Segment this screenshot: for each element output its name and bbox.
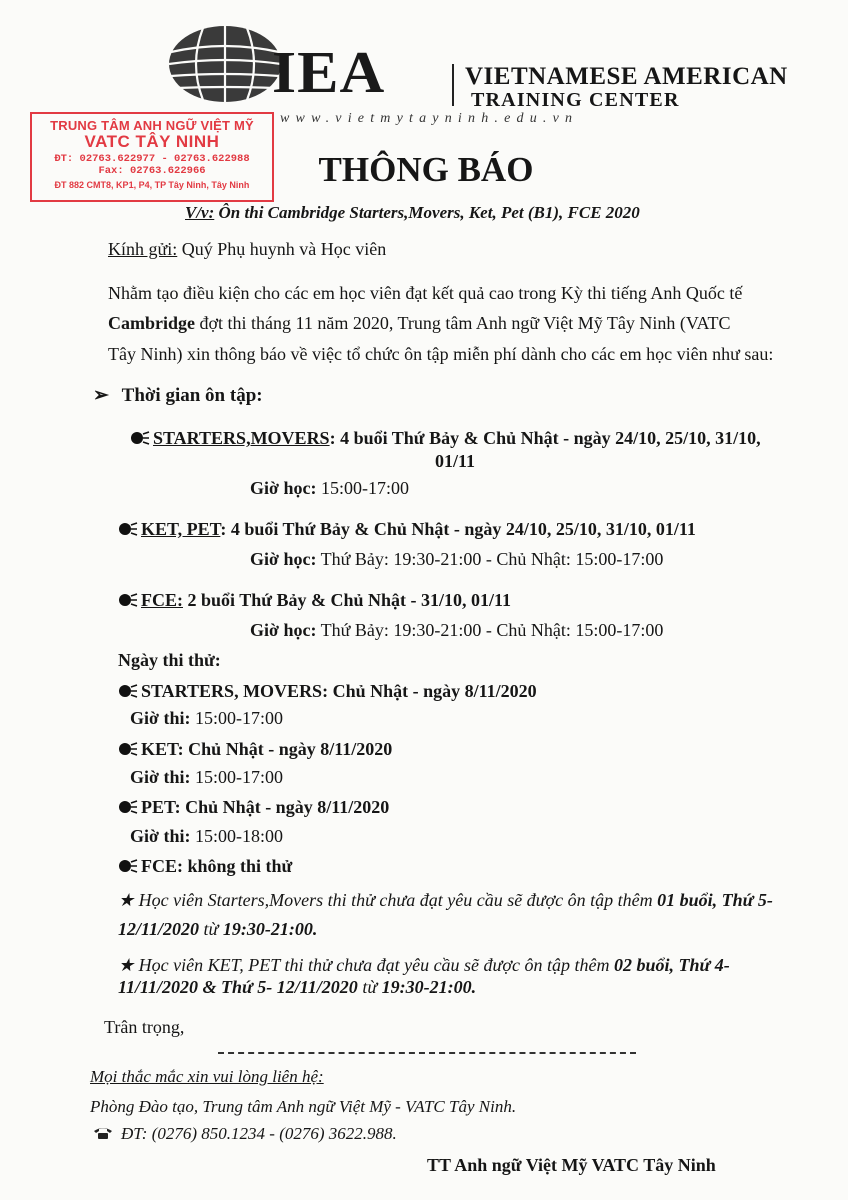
- star-icon: ★: [118, 955, 135, 975]
- time-label: Giờ học:: [250, 478, 317, 498]
- review-item-name: KET, PET: [141, 519, 221, 539]
- speaker-bullet-icon: [118, 741, 138, 757]
- greeting: [108, 239, 386, 260]
- phone-icon: [93, 1126, 113, 1140]
- intro-cambridge: Cambridge: [108, 313, 195, 333]
- time-label: Giờ thi:: [130, 826, 191, 846]
- signature: TT Anh ngữ Việt Mỹ VATC Tây Ninh: [427, 1155, 716, 1175]
- review-item-schedule: : 4 buổi Thứ Bảy & Chủ Nhật - ngày 24/10, 25/10, 31/10,: [329, 428, 761, 448]
- time-label: Giờ học:: [250, 549, 317, 569]
- time-value: Thứ Bảy: 19:30-21:00 - Chủ Nhật: 15:00-17:00: [316, 620, 664, 640]
- intro-line-2-rest: đợt thi tháng 11 năm 2020, Trung tâm Anh ngữ Việt Mỹ Tây Ninh (VATC: [195, 313, 731, 333]
- time-label: Giờ thi:: [130, 767, 191, 787]
- speaker-bullet-icon: [118, 858, 138, 874]
- arrow-marker-icon: ➢: [93, 385, 109, 406]
- contact-office: Phòng Đào tạo, Trung tâm Anh ngữ Việt Mỹ - VATC Tây Ninh.: [90, 1097, 517, 1116]
- mock-exam-text: KET: Chủ Nhật - ngày 8/11/2020: [141, 739, 393, 759]
- speaker-bullet-icon: [118, 592, 138, 608]
- logo-text: IEA: [272, 40, 386, 106]
- note-text: từ: [357, 977, 382, 997]
- note-bold: 19:30-21:00.: [222, 919, 318, 939]
- mock-exam-item: [118, 739, 392, 760]
- time-value: 15:00-18:00: [190, 826, 283, 846]
- note-line-cont: [118, 977, 476, 998]
- note-bold: 01 buổi, Thứ 5-: [657, 890, 773, 910]
- greeting-text: Quý Phụ huynh và Học viên: [177, 239, 387, 259]
- mock-exam-text: FCE: không thi thử: [141, 856, 293, 876]
- stamp-line-3: ĐT: 02763.622977 - 02763.622988: [54, 153, 250, 165]
- iea-globe-logo: [163, 22, 283, 106]
- note-text: Học viên Starters,Movers thi thử chưa đạt yêu cầu sẽ được ôn tập thêm: [134, 890, 658, 910]
- speaker-bullet-icon: [130, 430, 150, 446]
- note-line: [118, 890, 773, 911]
- note-bold: 19:30-21:00.: [381, 977, 477, 997]
- header-divider: [452, 64, 454, 106]
- contact-phone: [93, 1124, 397, 1144]
- time-label: Giờ thi:: [130, 708, 191, 728]
- org-name: VIETNAMESE AMERICAN: [465, 63, 788, 90]
- review-item-time: [250, 620, 663, 641]
- contact-heading: Mọi thắc mắc xin vui lòng liên hệ:: [90, 1067, 324, 1086]
- review-item: [118, 519, 696, 540]
- review-heading: [93, 384, 263, 407]
- time-label: Giờ học:: [250, 620, 317, 640]
- review-item: [118, 590, 511, 611]
- note-line: [118, 955, 730, 976]
- mock-exam-text: PET: Chủ Nhật - ngày 8/11/2020: [141, 797, 390, 817]
- review-item-schedule: : 4 buổi Thứ Bảy & Chủ Nhật - ngày 24/10, 25/10, 31/10, 01/11: [220, 519, 696, 539]
- greeting-label: Kính gửi:: [108, 239, 178, 259]
- stamp-line-5: ĐT 882 CMT8, KP1, P4, TP Tây Ninh, Tây Ninh: [54, 180, 250, 190]
- time-value: 15:00-17:00: [190, 708, 283, 728]
- subject-text: Ôn thi Cambridge Starters,Movers, Ket, Pet (B1), FCE 2020: [214, 203, 640, 222]
- mock-exam-time: [130, 708, 283, 729]
- review-heading-text: Thời gian ôn tập:: [121, 385, 263, 406]
- contact-phone-text: ĐT: (0276) 850.1234 - (0276) 3622.988.: [121, 1124, 397, 1143]
- review-item-name: FCE:: [141, 590, 183, 610]
- intro-line-1: Nhằm tạo điều kiện cho các em học viên đạt kết quả cao trong Kỳ thi tiếng Anh Quốc tế: [108, 283, 743, 303]
- stamp-line-2: VATC TÂY NINH: [84, 132, 220, 151]
- subject-line: [185, 203, 640, 223]
- note-bold: 11/11/2020 & Thứ 5- 12/11/2020: [118, 977, 358, 997]
- mock-exam-text: STARTERS, MOVERS: Chủ Nhật - ngày 8/11/2020: [141, 681, 537, 701]
- note-bold: 12/11/2020: [118, 919, 200, 939]
- mock-exam-heading: Ngày thi thử:: [118, 650, 221, 670]
- note-line-cont: [118, 919, 317, 940]
- star-icon: ★: [118, 890, 135, 910]
- note-text: Học viên KET, PET thi thử chưa đạt yêu cầu sẽ được ôn tập thêm: [134, 955, 614, 975]
- stamp-line-4: Fax: 02763.622966: [98, 165, 206, 177]
- closing: Trân trọng,: [104, 1017, 185, 1037]
- mock-exam-item: [118, 856, 292, 877]
- review-item-time: [250, 478, 409, 499]
- mock-exam-time: [130, 826, 283, 847]
- dashed-divider: [218, 1052, 636, 1054]
- review-item-time: [250, 549, 663, 570]
- mock-exam-item: [118, 797, 389, 818]
- intro-line-2: [108, 313, 731, 334]
- time-value: 15:00-17:00: [316, 478, 409, 498]
- stamp-line-1: TRUNG TÂM ANH NGỮ VIỆT MỸ: [50, 118, 254, 133]
- note-bold: 02 buổi, Thứ 4-: [613, 955, 730, 975]
- speaker-bullet-icon: [118, 521, 138, 537]
- time-value: 15:00-17:00: [190, 767, 283, 787]
- org-subtitle: TRAINING CENTER: [471, 89, 680, 111]
- review-item-schedule: 2 buổi Thứ Bảy & Chủ Nhật - 31/10, 01/11: [183, 590, 512, 610]
- note-text: từ: [199, 919, 223, 939]
- mock-exam-item: [118, 681, 537, 702]
- review-item-name: STARTERS,MOVERS: [153, 428, 330, 448]
- intro-line-3: Tây Ninh) xin thông báo về việc tổ chức ôn tập miễn phí dành cho các em học viên như sau:: [108, 344, 774, 364]
- review-item-schedule-cont: 01/11: [435, 451, 476, 471]
- subject-prefix: V/v:: [185, 203, 215, 222]
- time-value: Thứ Bảy: 19:30-21:00 - Chủ Nhật: 15:00-17:00: [316, 549, 664, 569]
- speaker-bullet-icon: [118, 799, 138, 815]
- speaker-bullet-icon: [118, 683, 138, 699]
- website-url: www.vietmytayninh.edu.vn: [280, 111, 579, 126]
- mock-exam-time: [130, 767, 283, 788]
- review-item: [130, 428, 761, 449]
- page-title: THÔNG BÁO: [318, 150, 534, 189]
